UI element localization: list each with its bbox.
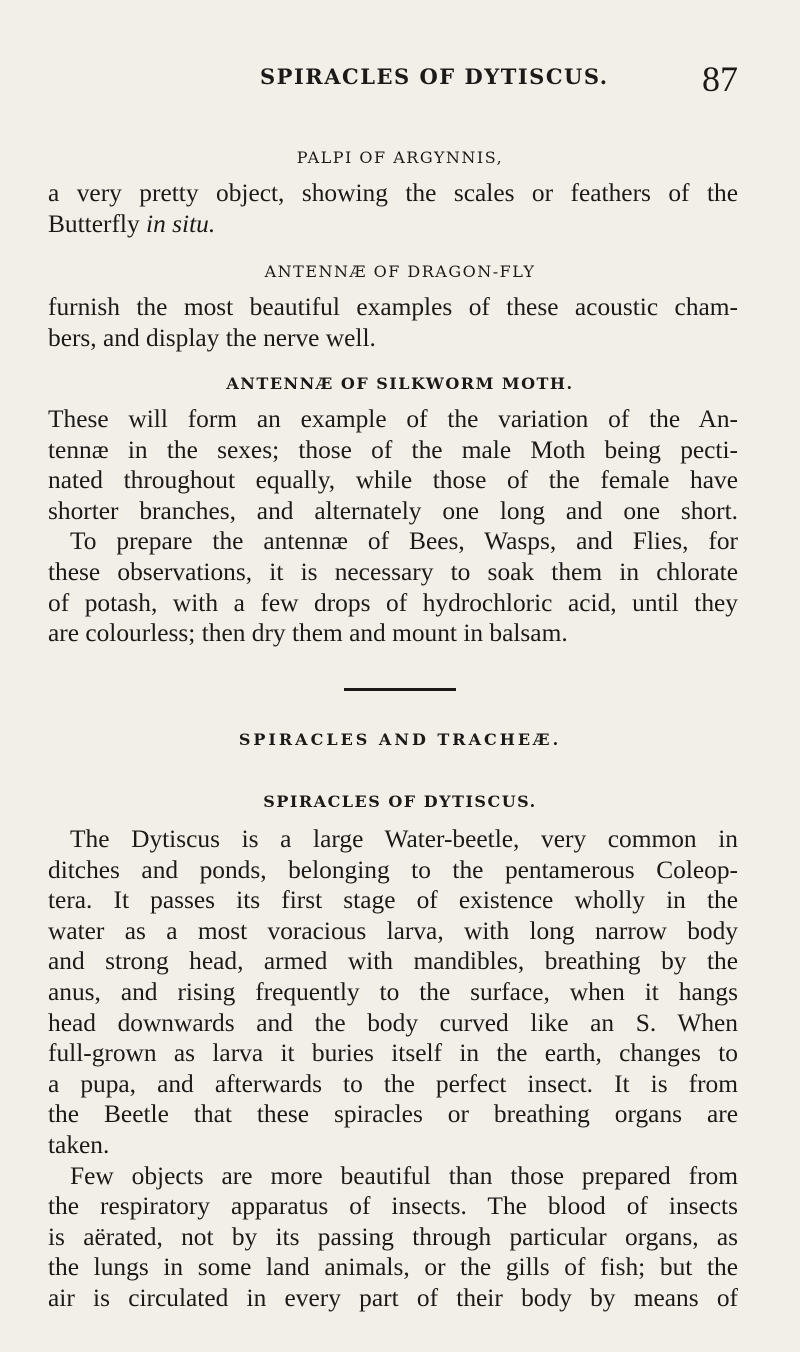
section-heading-silkworm: ANTENNÆ OF SILKWORM MOTH. bbox=[226, 374, 574, 393]
text-line: water as a most voracious larva, with long narrow body bbox=[48, 916, 738, 945]
text-line: anus, and rising frequently to the surface, when it hangs bbox=[48, 977, 738, 1006]
text-line: the respiratory apparatus of insects. The blood of insects bbox=[48, 1192, 738, 1221]
text-line: a pupa, and afterwards to the perfect insect. It is from bbox=[48, 1069, 738, 1098]
paragraph-silkworm bbox=[48, 404, 738, 649]
section-heading-dragonfly: ANTENNÆ OF DRAGON-FLY bbox=[264, 262, 536, 281]
text-line: and strong head, armed with mandibles, breathing by the bbox=[48, 947, 738, 976]
text-line: the Beetle that these spiracles or breathing organs are bbox=[48, 1100, 738, 1129]
section-heading-palpi: PALPI OF ARGYNNIS, bbox=[296, 148, 504, 167]
paragraph-dytiscus bbox=[48, 824, 738, 1314]
text-line: air is circulated in every part of their body by means of bbox=[48, 1283, 738, 1312]
paragraph-dragonfly bbox=[48, 292, 738, 353]
text-line: ditches and ponds, belonging to the pentamerous Coleop- bbox=[48, 855, 738, 884]
text-line: the lungs in some land animals, or the gills of fish; but the bbox=[48, 1253, 738, 1282]
text-line: of potash, with a few drops of hydrochloric acid, until they bbox=[48, 588, 738, 617]
text-line: The Dytiscus is a large Water-beetle, very common in bbox=[70, 825, 738, 853]
page-number: 87 bbox=[702, 59, 738, 99]
paragraph-palpi bbox=[48, 178, 738, 239]
text-line bbox=[48, 209, 738, 240]
running-title: SPIRACLES OF DYTISCUS. bbox=[260, 64, 609, 89]
text-line: are colourless; then dry them and mount in balsam. bbox=[48, 619, 568, 648]
text-line: Few objects are more beautiful than those prepared from bbox=[70, 1161, 738, 1190]
italic-phrase: in situ. bbox=[146, 209, 216, 238]
text-line: These will form an example of the variation of the An- bbox=[48, 405, 738, 433]
text-line: tera. It passes its first stage of existence wholly in the bbox=[48, 886, 738, 915]
running-head bbox=[48, 58, 738, 98]
text-line: is aërated, not by its passing through particular organs, as bbox=[48, 1222, 738, 1251]
section-divider bbox=[344, 688, 456, 691]
text-line: furnish the most beautiful examples of these acoustic cham- bbox=[48, 293, 738, 321]
text-line: head downwards and the body curved like an S. When bbox=[48, 1008, 738, 1037]
text-line: shorter branches, and alternately one long and one short. bbox=[48, 496, 738, 525]
text-line: bers, and display the nerve well. bbox=[48, 323, 376, 352]
section-heading-dytiscus: SPIRACLES OF DYTISCUS. bbox=[263, 792, 537, 811]
text-line: nated throughout equally, while those of the female have bbox=[48, 466, 738, 495]
section-heading-spiracles-tracheae: SPIRACLES AND TRACHEÆ. bbox=[238, 730, 562, 749]
text-line: these observations, it is necessary to soak them in chlorate bbox=[48, 557, 738, 586]
text-segment: Butterfly bbox=[48, 209, 140, 238]
text-line: a very pretty object, showing the scales or feathers of the bbox=[48, 179, 738, 207]
text-line: taken. bbox=[48, 1130, 110, 1159]
text-line: tennæ in the sexes; those of the male Moth being pecti- bbox=[48, 435, 738, 464]
text-line: To prepare the antennæ of Bees, Wasps, and Flies, for bbox=[70, 527, 738, 556]
text-line: full-grown as larva it buries itself in the earth, changes to bbox=[48, 1039, 738, 1068]
